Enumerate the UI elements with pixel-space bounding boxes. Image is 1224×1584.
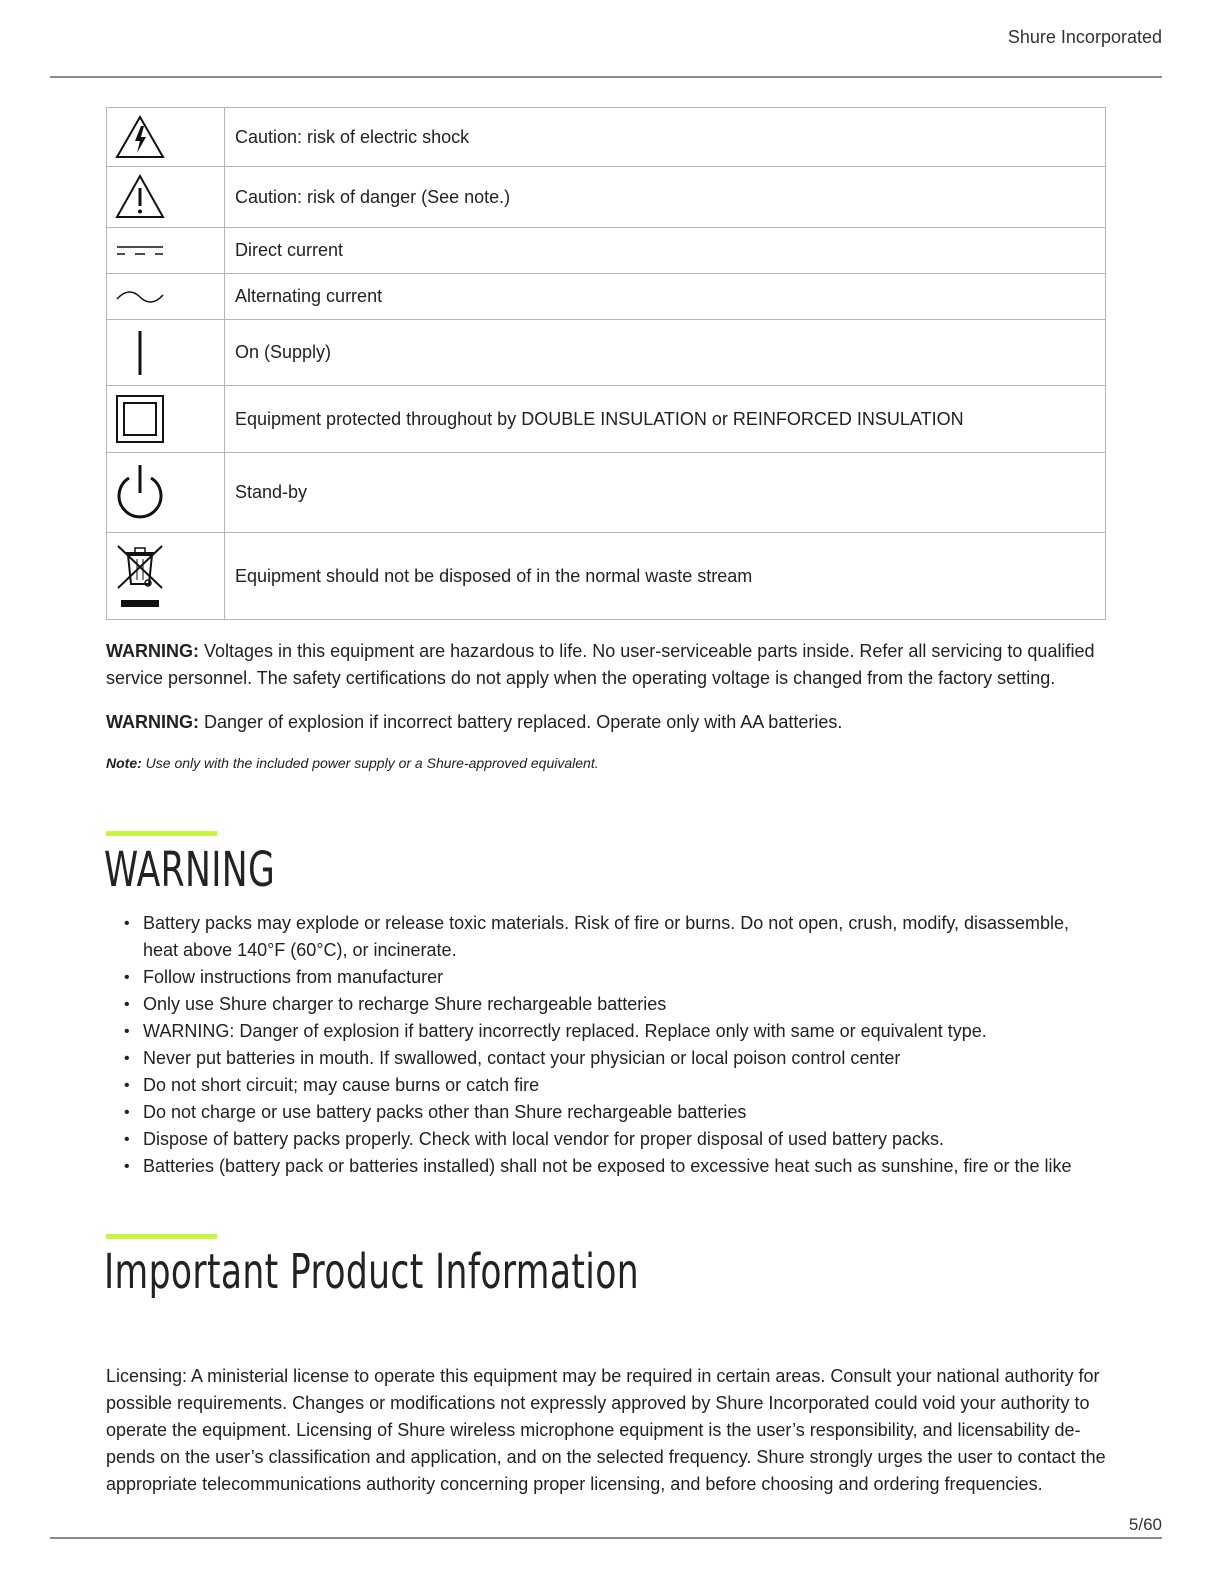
alternating-current-icon xyxy=(115,289,224,305)
header-divider xyxy=(50,76,1162,78)
direct-current-icon xyxy=(115,243,224,259)
battery-warning-list xyxy=(106,910,1106,1180)
note-label: Note: xyxy=(106,755,142,771)
symbol-label: Alternating current xyxy=(225,274,1106,320)
list-item: • Only use Shure charger to recharge Shure rechargeable batteries xyxy=(143,991,1106,1018)
power-on-icon xyxy=(115,329,224,377)
table-row xyxy=(107,386,1106,453)
symbol-label: Stand-by xyxy=(225,453,1106,533)
table-row xyxy=(107,167,1106,228)
section-accent-bar xyxy=(106,831,217,836)
standby-icon xyxy=(115,463,224,523)
battery-warning-list-container xyxy=(106,910,1106,1180)
warning-text: Danger of explosion if incorrect battery replaced. Operate only with AA batteries. xyxy=(199,712,843,732)
general-warning-icon xyxy=(115,174,224,220)
list-item: • Do not short circuit; may cause burns or catch fire xyxy=(143,1072,1106,1099)
warning-paragraph-battery xyxy=(106,709,1106,736)
warning-text: Voltages in this equipment are hazardous to life. No user-serviceable parts inside. Refer all servicing to qualified service personnel. The safety certifications do not apply when the operating voltage is changed from the factory setting. xyxy=(106,641,1095,688)
list-item: • Do not charge or use battery packs other than Shure rechargeable batteries xyxy=(143,1099,1106,1126)
licensing-paragraph: Licensing: A ministerial license to operate this equipment may be required in certain areas. Consult your national authority for possible requirements. Changes or modifications not expressly approved by Shure Incorporated could void your authority to operate the equipment. Licensing of Shure wireless microphone equipment is the user’s responsibility, and licensability de-pends on the user’s classification and application, and on the selected frequency. Shure strongly urges the user to contact the appropriate telecommunications authority concerning proper licensing, and before choosing and ordering frequencies. xyxy=(106,1366,1106,1494)
weee-crossed-bin-icon xyxy=(115,542,224,610)
symbol-label: Equipment protected throughout by DOUBLE INSULATION or REINFORCED INSULATION xyxy=(225,386,1106,453)
warning-label: WARNING: xyxy=(106,712,199,732)
note-text: Use only with the included power supply or a Shure-approved equivalent. xyxy=(141,755,599,771)
table-row xyxy=(107,533,1106,620)
warning-paragraph-voltage xyxy=(106,638,1106,692)
symbol-label: Equipment should not be disposed of in the normal waste stream xyxy=(225,533,1106,620)
symbol-label: On (Supply) xyxy=(225,320,1106,386)
list-item: • Dispose of battery packs properly. Check with local vendor for proper disposal of used battery packs. xyxy=(143,1126,1106,1153)
footer-divider xyxy=(50,1537,1162,1539)
licensing-paragraph-container xyxy=(106,1363,1106,1498)
symbol-label: Caution: risk of danger (See note.) xyxy=(225,167,1106,228)
symbol-label: Caution: risk of electric shock xyxy=(225,108,1106,167)
table-row xyxy=(107,108,1106,167)
table-row xyxy=(107,453,1106,533)
list-item: • Batteries (battery pack or batteries installed) shall not be exposed to excessive heat such as sunshine, fire or the like xyxy=(143,1153,1106,1180)
list-item: • WARNING: Danger of explosion if battery incorrectly replaced. Replace only with same or equivalent type. xyxy=(143,1018,1106,1045)
page-number: 5/60 xyxy=(1128,1515,1162,1534)
table-row xyxy=(107,274,1106,320)
symbol-label: Direct current xyxy=(225,228,1106,274)
list-item: • Battery packs may explode or release toxic materials. Risk of fire or burns. Do not open, crush, modify, disassemble, heat above 140°F (60°C), or incinerate. xyxy=(143,910,1106,964)
section-title-product-info: Important Product Information xyxy=(104,1244,640,1300)
table-row xyxy=(107,228,1106,274)
warning-label: WARNING: xyxy=(106,641,199,661)
list-item: • Follow instructions from manufacturer xyxy=(143,964,1106,991)
safety-symbols-table xyxy=(106,107,1106,620)
header-company-name: Shure Incorporated xyxy=(1007,27,1162,47)
list-item: • Never put batteries in mouth. If swallowed, contact your physician or local poison control center xyxy=(143,1045,1106,1072)
section-accent-bar xyxy=(106,1234,217,1239)
table-row xyxy=(107,320,1106,386)
electric-shock-warning-icon xyxy=(115,115,224,159)
section-title-warning: WARNING xyxy=(104,842,276,898)
note-paragraph xyxy=(106,755,1106,771)
double-insulation-icon xyxy=(115,394,224,444)
